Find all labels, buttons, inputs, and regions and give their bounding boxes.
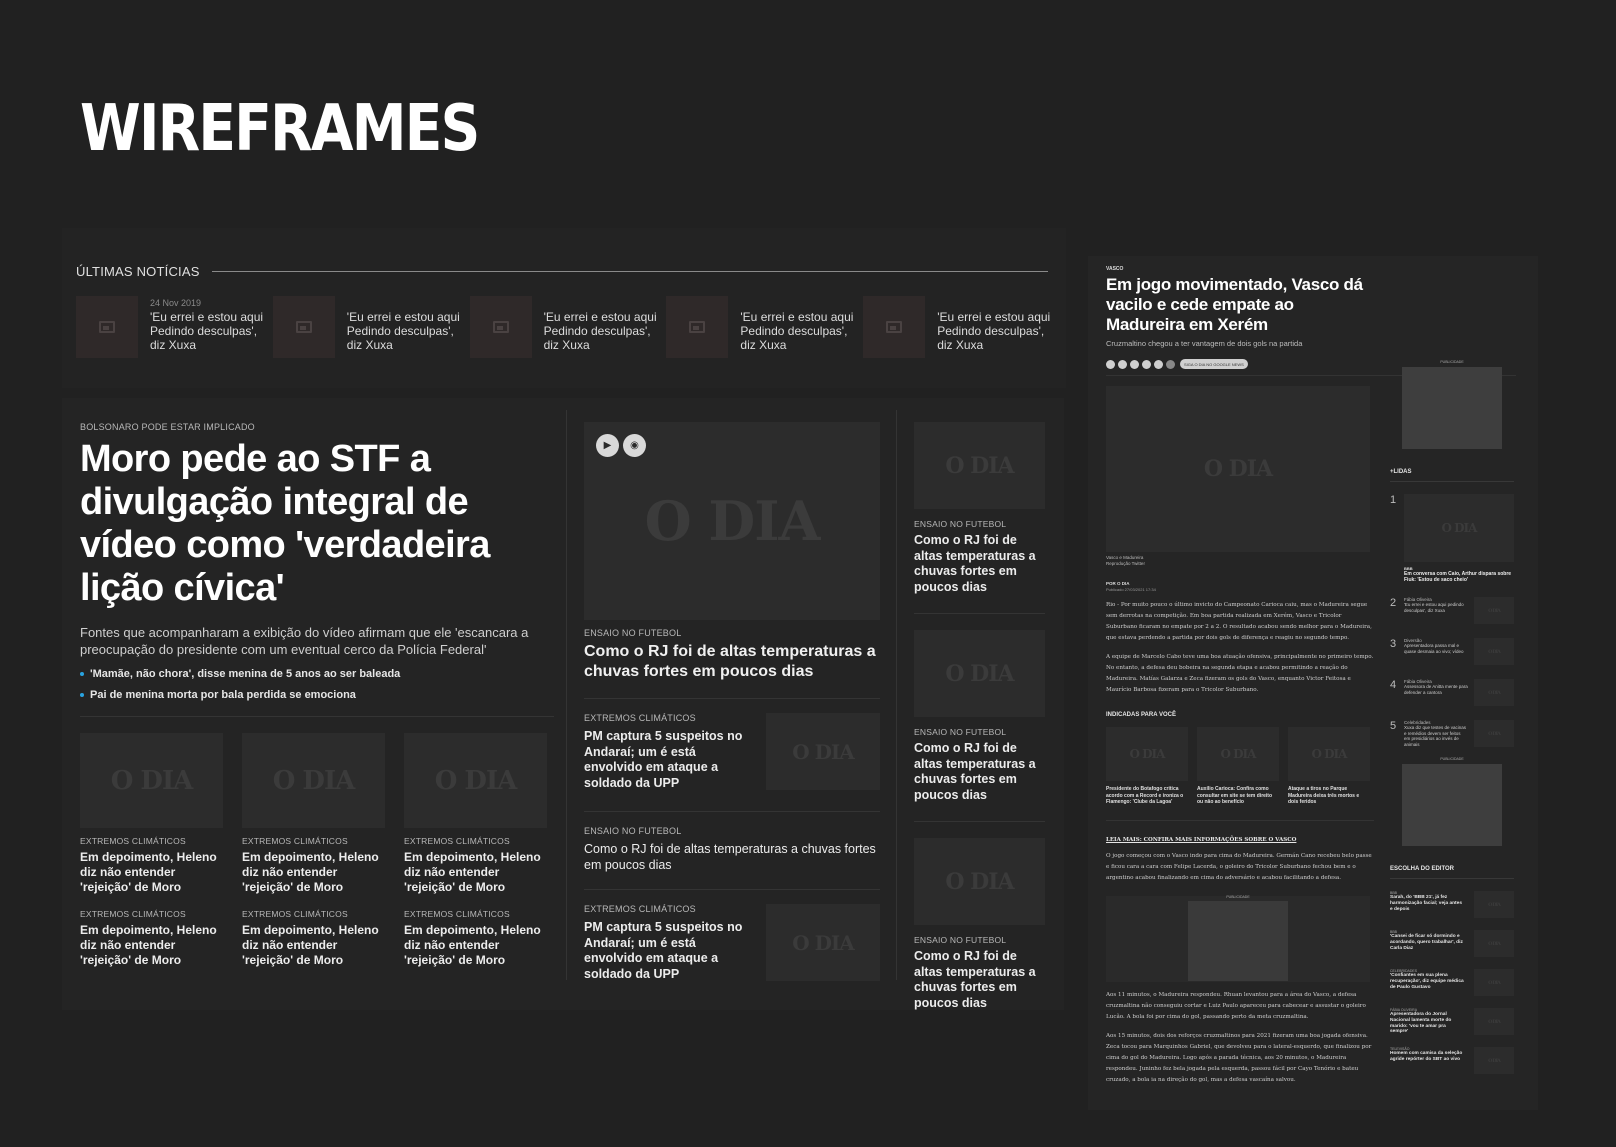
- story-title[interactable]: Em depoimento, Heleno diz não entender 'rejeição' de Moro: [404, 850, 541, 894]
- o-dia-logo: O DIA: [434, 765, 517, 796]
- o-dia-logo: O DIA: [1488, 1018, 1500, 1025]
- story-title[interactable]: Em conversa com Caio, Arthur dispara sobre Fiuk: 'Estou de saco cheio': [1404, 571, 1512, 583]
- story-thumbnail: [1474, 969, 1514, 996]
- o-dia-logo: O DIA: [1488, 979, 1500, 986]
- story-title[interactable]: Ataque a tiros no Parque Madureira deixa três mortos e dois feridos: [1288, 786, 1360, 806]
- ad-label: PUBLICIDADE: [1440, 757, 1464, 761]
- editor-pick-item[interactable]: [1390, 969, 1514, 996]
- recommended-card[interactable]: [1288, 727, 1370, 806]
- image-icon: [296, 321, 312, 333]
- story-title[interactable]: Como o RJ foi de altas temperaturas a chuvas fortes em poucos dias: [914, 741, 1036, 802]
- related-link[interactable]: Pai de menina morta por bala perdida se emociona: [80, 689, 550, 701]
- story-title[interactable]: PM captura 5 suspeitos no Andaraí; um é está envolvido em ataque a soldado da UPP: [584, 920, 743, 981]
- link-icon[interactable]: [1154, 360, 1163, 369]
- rank-number: 5: [1390, 720, 1397, 732]
- story-kicker: TELEVISÃO: [1390, 1047, 1410, 1052]
- story-image: [766, 713, 880, 790]
- most-read-item[interactable]: [1390, 597, 1514, 624]
- story-kicker: Celebridades: [1404, 720, 1431, 725]
- story-title[interactable]: Em depoimento, Heleno diz não entender 'rejeição' de Moro: [80, 923, 217, 967]
- story-kicker: EXTREMOS CLIMÁTICOS: [584, 904, 696, 914]
- home-news-panel: [62, 398, 1064, 1010]
- story-kicker: EXTREMOS CLIMÁTICOS: [584, 713, 696, 723]
- story-image: [80, 733, 223, 828]
- story-image: [914, 630, 1045, 717]
- story-thumbnail: [1474, 597, 1514, 624]
- divider: [584, 889, 880, 890]
- story-card[interactable]: [404, 733, 547, 895]
- story-kicker: EXTREMOS CLIMÁTICOS: [404, 909, 510, 919]
- divider: [584, 698, 880, 699]
- article-page: [1088, 256, 1538, 1110]
- story-row[interactable]: [584, 826, 880, 873]
- latest-date: 24 Nov 2019: [150, 298, 202, 308]
- telegram-icon[interactable]: [1142, 360, 1151, 369]
- column-divider: [566, 410, 567, 980]
- o-dia-logo: O DIA: [945, 660, 1014, 687]
- story-kicker: ENSAIO NO FUTEBOL: [584, 628, 682, 638]
- article-paragraph: Rio - Por muito pouco o último invicto do Campeonato Carioca caiu, mas o Madureira segue sem derrotas na competição. Em boa partida realizada em Xerém, Vasco e Tricolor Suburbano ficaram no empate por 2 a 2. O resultado acabou sendo melhor para o Madureira, que estava perdendo a partida por dois gols de diferença e reagiu no segundo tempo.: [1106, 602, 1372, 641]
- ad-box: [1188, 901, 1288, 981]
- latest-thumbnail: [273, 296, 335, 358]
- story-image: [914, 422, 1045, 509]
- image-icon: [99, 321, 115, 333]
- o-dia-logo: O DIA: [945, 868, 1014, 895]
- latest-news-item[interactable]: [273, 296, 470, 358]
- story-image: [1106, 727, 1188, 781]
- latest-title[interactable]: 'Eu errei e estou aqui Pedindo desculpas', diz Xuxa: [937, 310, 1051, 352]
- image-icon: [493, 321, 509, 333]
- o-dia-logo: O DIA: [1488, 1057, 1500, 1064]
- sidebar-ad[interactable]: [1402, 367, 1502, 449]
- o-dia-logo: O DIA: [1488, 648, 1500, 655]
- latest-thumbnail: [666, 296, 728, 358]
- google-news-button[interactable]: SIGA O DIA NO GOOGLE NEWS: [1180, 359, 1248, 369]
- story-title[interactable]: PM captura 5 suspeitos no Andaraí; um é está envolvido em ataque a soldado da UPP: [584, 729, 743, 790]
- related-link[interactable]: 'Mamãe, não chora', disse menina de 5 anos ao ser baleada: [80, 668, 550, 680]
- lead-story: [80, 422, 550, 710]
- story-title[interactable]: 'Cansei de ficar só dormindo e acordando, quero trabalhar', diz Carla Diaz: [1390, 934, 1463, 951]
- most-read-item[interactable]: [1390, 720, 1514, 747]
- story-thumbnail: [1474, 930, 1514, 957]
- story-title[interactable]: Em depoimento, Heleno diz não entender 'rejeição' de Moro: [404, 923, 541, 967]
- byline: POR O DIA: [1106, 581, 1130, 586]
- story-title[interactable]: Xuxa diz que testes de vacinas e remédios devem ser feitos em presidiários ao invés de animais: [1404, 725, 1467, 747]
- story-grid: [80, 733, 554, 968]
- article-paragraph: O jogo começou com o Vasco indo para cima do Madureira. Germán Cano recebeu belo passe e ficou cara a cara com Felipe Lacerda, o goleiro do Tricolor Suburbano fechou bem e o argentino acabou finalizando em cima do adversário e acabou facilitando a defesa.: [1106, 852, 1372, 881]
- image-icon: [886, 321, 902, 333]
- whatsapp-icon[interactable]: [1106, 360, 1115, 369]
- latest-news-strip: [62, 228, 1066, 388]
- rank-number: 3: [1390, 638, 1397, 650]
- story-kicker: EXTREMOS CLIMÁTICOS: [80, 909, 186, 919]
- o-dia-logo: O DIA: [1441, 521, 1477, 535]
- article-paragraph: A equipe de Marcelo Cabo teve uma boa atuação ofensiva, principalmente no primeiro tempo. No entanto, a defesa deu bobeira na segunda etapa e acabou permitindo a reação do Madureira. Matías Galarza e Zeca fizeram os gols do Vasco, enquanto Victor Feitosa e Maurício Barbosa fizeram para o Tricolor Suburbano.: [1106, 654, 1374, 693]
- image-caption: [1106, 555, 1374, 567]
- story-card[interactable]: [80, 733, 223, 895]
- story-title[interactable]: Apresentadora do Jornal Nacional lamenta morte do marido: 'vou te amar pra sempre': [1390, 1012, 1452, 1035]
- story-title[interactable]: Assessora de Anitta mente para defender a cantora: [1404, 684, 1468, 695]
- story-kicker: BBB: [1390, 930, 1398, 934]
- inline-ad[interactable]: [1106, 896, 1370, 982]
- article-sidebar: [1390, 360, 1514, 1074]
- article-subtitle: Cruzmaltino chegou a ter vantagem de dois gols na partida: [1106, 339, 1303, 348]
- published-date: Publicado 27/03/2021 17:34: [1106, 587, 1156, 592]
- story-image: [1404, 494, 1514, 562]
- editor-pick-item[interactable]: [1390, 891, 1514, 918]
- caption-credit: Reprodução Twitter: [1106, 561, 1145, 566]
- o-dia-logo: O DIA: [644, 489, 820, 553]
- story-image: [404, 733, 547, 828]
- o-dia-logo: O DIA: [792, 930, 854, 955]
- editor-pick-item[interactable]: [1390, 1008, 1514, 1035]
- read-more-link[interactable]: LEIA MAIS: CONFIRA MAIS INFORMAÇÕES SOBRE O VASCO: [1106, 836, 1297, 843]
- story-kicker: BBB: [1404, 566, 1413, 571]
- recommended-heading: INDICADAS PARA VOCÊ: [1106, 712, 1177, 718]
- story-card[interactable]: [242, 909, 385, 968]
- middle-column: [584, 422, 880, 982]
- ad-label: PUBLICIDADE: [1440, 360, 1464, 364]
- divider: [914, 821, 1045, 822]
- divider: [584, 811, 880, 812]
- story-title[interactable]: 'Eu errei e estou aqui pedindo desculpas', diz Xuxa: [1404, 602, 1464, 613]
- story-title[interactable]: Presidente do Botafogo critica acordo com a Record e ironiza o Flamengo: 'Clube da Lagoa': [1106, 786, 1184, 806]
- story-kicker: CELEBRIDADES: [1390, 969, 1418, 973]
- article-title: Em jogo movimentado, Vasco dá vacilo e cede empate ao Madureira em Xerém: [1106, 275, 1363, 334]
- latest-news-header: [76, 264, 1048, 279]
- sidebar-ad[interactable]: [1402, 764, 1502, 846]
- story-kicker: EXTREMOS CLIMÁTICOS: [242, 909, 348, 919]
- story-card[interactable]: [80, 909, 223, 968]
- o-dia-logo: O DIA: [1311, 747, 1347, 761]
- page-title: WIREFRAMES: [80, 92, 479, 166]
- o-dia-logo: O DIA: [1203, 456, 1273, 482]
- story-row[interactable]: [584, 713, 880, 791]
- divider: [1390, 878, 1514, 879]
- rank-number: 4: [1390, 679, 1397, 691]
- story-title[interactable]: Como o RJ foi de altas temperaturas a chuvas fortes em poucos dias: [914, 949, 1036, 1010]
- story-card[interactable]: [914, 630, 1045, 803]
- latest-title[interactable]: 'Eu errei e estou aqui Pedindo desculpas', diz Xuxa: [150, 310, 264, 352]
- story-kicker: Diversão: [1404, 638, 1422, 643]
- caption-text: Vasco e Madureira: [1106, 555, 1144, 560]
- story-image: [1197, 727, 1279, 781]
- play-icon[interactable]: ▶: [596, 434, 619, 457]
- email-icon[interactable]: [1166, 360, 1175, 369]
- most-read-item[interactable]: [1390, 638, 1514, 665]
- divider: [914, 613, 1045, 614]
- rank-number: 2: [1390, 597, 1397, 609]
- most-read-item[interactable]: [1390, 679, 1514, 706]
- video-hero-image[interactable]: [584, 422, 880, 620]
- story-card[interactable]: [242, 733, 385, 895]
- most-read-item[interactable]: [1390, 494, 1514, 562]
- story-title[interactable]: Em depoimento, Heleno diz não entender 'rejeição' de Moro: [242, 923, 379, 967]
- story-title[interactable]: Como o RJ foi de altas temperaturas a chuvas fortes em poucos dias: [914, 533, 1036, 594]
- article-hero-image: [1106, 386, 1370, 552]
- editor-picks-heading: ESCOLHA DO EDITOR: [1390, 866, 1455, 872]
- rank-number: 1: [1390, 494, 1397, 506]
- latest-news-item[interactable]: [76, 296, 273, 358]
- latest-title[interactable]: 'Eu errei e estou aqui Pedindo desculpas', diz Xuxa: [346, 310, 460, 352]
- story-image: [242, 733, 385, 828]
- o-dia-logo: O DIA: [1488, 940, 1500, 947]
- story-kicker: ENSAIO NO FUTEBOL: [914, 519, 1007, 529]
- story-kicker: EXTREMOS CLIMÁTICOS: [242, 836, 348, 846]
- story-card[interactable]: [914, 422, 1045, 595]
- lead-kicker: BOLSONARO PODE ESTAR IMPLICADO: [80, 422, 255, 432]
- latest-news-item[interactable]: [666, 296, 863, 358]
- recommended-grid: [1106, 727, 1374, 806]
- video-story-title[interactable]: Como o RJ foi de altas temperaturas a chuvas fortes em poucos dias: [584, 643, 876, 680]
- story-title[interactable]: Apresentadora passa mal e quase desmaia ao vivo; vídeo: [1404, 643, 1464, 654]
- editor-pick-item[interactable]: [1390, 930, 1514, 957]
- ad-label: PUBLICIDADE: [1226, 894, 1250, 899]
- o-dia-logo: O DIA: [272, 765, 355, 796]
- o-dia-logo: O DIA: [1488, 901, 1500, 908]
- share-bar: [1106, 359, 1374, 369]
- story-image: [766, 904, 880, 981]
- story-card[interactable]: [914, 838, 1045, 1011]
- latest-title[interactable]: 'Eu errei e estou aqui Pedindo desculpas', diz Xuxa: [740, 310, 854, 352]
- recommended-card[interactable]: [1106, 727, 1188, 806]
- o-dia-logo: O DIA: [1488, 730, 1500, 737]
- lead-subtitle: Fontes que acompanharam a exibição do vídeo afirmam que ele 'escancara a preocupação do presidente com um eventual cerco da Polícia Federal': [80, 625, 529, 657]
- o-dia-logo: O DIA: [1129, 747, 1165, 761]
- divider: [80, 716, 554, 717]
- camera-icon[interactable]: ◉: [623, 434, 646, 457]
- article-section[interactable]: VASCO: [1106, 266, 1124, 272]
- latest-thumbnail: [76, 296, 138, 358]
- editor-pick-item[interactable]: [1390, 1047, 1514, 1074]
- story-title[interactable]: Em depoimento, Heleno diz não entender 'rejeição' de Moro: [242, 850, 379, 894]
- latest-date: [347, 296, 470, 310]
- latest-date: [740, 296, 863, 310]
- o-dia-logo: O DIA: [110, 765, 193, 796]
- related-links: [80, 668, 550, 701]
- lead-title[interactable]: Moro pede ao STF a divulgação integral de vídeo como 'verdadeira lição cívica': [80, 438, 490, 609]
- story-kicker: Fábia Oliveira: [1404, 597, 1432, 602]
- article-paragraph: Aos 15 minutos, dois dos reforços cruzmaltinos para 2021 fizeram uma boa jogada ofensiva. Zeca tocou para Marquinhos Gabriel, que devolveu para o lateral-esquerdo, que finalizou por cima do gol do Madureira. Logo após a parada técnica, aos 20 minutos, o Madureira respondeu. Juninho fez bela jogada pela esquerda, passou fácil por Cayo Tenório e bateu cruzado, a bola ia na direção do gol, mas a defesa vascaína salvou.: [1106, 1032, 1372, 1083]
- right-column: [914, 422, 1045, 1011]
- latest-title[interactable]: 'Eu errei e estou aqui Pedindo desculpas', diz Xuxa: [543, 310, 657, 352]
- story-kicker: ENSAIO NO FUTEBOL: [914, 935, 1007, 945]
- story-image: [914, 838, 1045, 925]
- o-dia-logo: O DIA: [792, 739, 854, 764]
- story-kicker: EXTREMOS CLIMÁTICOS: [80, 836, 186, 846]
- o-dia-logo: O DIA: [945, 452, 1014, 479]
- latest-thumbnail: [470, 296, 532, 358]
- story-thumbnail: [1474, 638, 1514, 665]
- latest-thumbnail: [863, 296, 925, 358]
- article-paragraph: Aos 11 minutos, o Madureira respondeu. Rhuan levantou para a área do Vasco, a defesa cruzmaltina não conseguiu cortar e Luiz Paulo apareceu para cabecear e assustar o goleiro Lucão. A bola foi por cima do gol, passando perto da meta cruzmaltina.: [1106, 991, 1366, 1020]
- story-kicker: FÁBIA OLIVEIRA: [1390, 1008, 1418, 1012]
- column-divider: [896, 410, 897, 980]
- facebook-icon[interactable]: [1118, 360, 1127, 369]
- latest-news-item[interactable]: [470, 296, 667, 358]
- story-title[interactable]: Como o RJ foi de altas temperaturas a chuvas fortes em poucos dias: [584, 842, 876, 872]
- story-thumbnail: [1474, 679, 1514, 706]
- story-thumbnail: [1474, 891, 1514, 918]
- story-image: [1288, 727, 1370, 781]
- story-title[interactable]: Auxílio Carioca: Confira como consultar em site se tem direito ou não ao benefício: [1197, 786, 1273, 806]
- story-kicker: ENSAIO NO FUTEBOL: [584, 826, 682, 836]
- o-dia-logo: O DIA: [1488, 607, 1500, 614]
- most-read-heading: +LIDAS: [1390, 469, 1412, 475]
- story-thumbnail: [1474, 1008, 1514, 1035]
- latest-news-label: ÚLTIMAS NOTÍCIAS: [76, 264, 200, 279]
- latest-date: [937, 296, 1060, 310]
- story-title[interactable]: Homem com camisa da seleção agride repórter do SBT ao vivo: [1390, 1051, 1463, 1062]
- story-kicker: Fábia Oliveira: [1404, 679, 1432, 684]
- story-card[interactable]: [404, 909, 547, 968]
- article-main: [1106, 266, 1374, 1086]
- story-title[interactable]: Em depoimento, Heleno diz não entender 'rejeição' de Moro: [80, 850, 217, 894]
- story-kicker: EXTREMOS CLIMÁTICOS: [404, 836, 510, 846]
- story-thumbnail: [1474, 720, 1514, 747]
- o-dia-logo: O DIA: [1488, 689, 1500, 696]
- story-title[interactable]: 'Confiantes em sua plena recuperação', diz equipe médica de Paulo Gustavo: [1390, 973, 1464, 990]
- latest-news-item[interactable]: [863, 296, 1060, 358]
- divider: [1390, 481, 1514, 482]
- story-title[interactable]: Sarah, do 'BBB 21', já fez harmonização facial; veja antes e depois: [1390, 895, 1462, 912]
- twitter-icon[interactable]: [1130, 360, 1139, 369]
- story-kicker: BBB: [1390, 891, 1398, 895]
- recommended-card[interactable]: [1197, 727, 1279, 806]
- image-icon: [689, 321, 705, 333]
- story-row[interactable]: [584, 904, 880, 982]
- latest-date: [544, 296, 667, 310]
- o-dia-logo: O DIA: [1220, 747, 1256, 761]
- story-kicker: ENSAIO NO FUTEBOL: [914, 727, 1007, 737]
- divider: [212, 271, 1048, 272]
- story-thumbnail: [1474, 1047, 1514, 1074]
- divider: [1106, 820, 1374, 821]
